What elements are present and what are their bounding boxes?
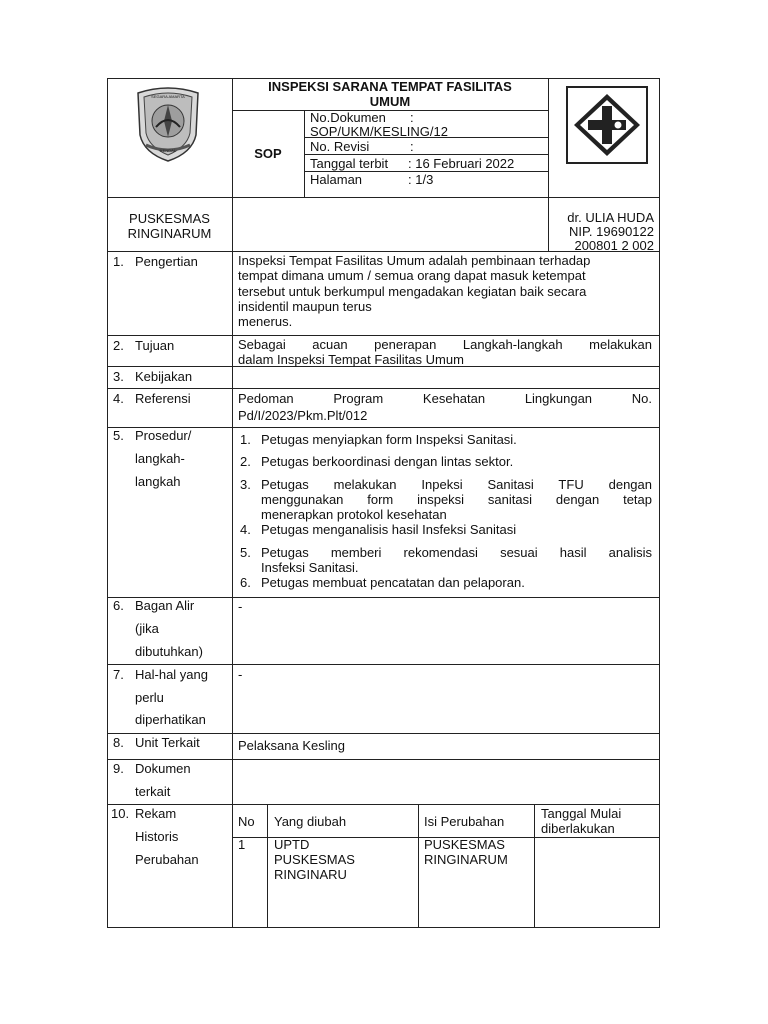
section-number: 3.	[113, 369, 124, 384]
section-label: Dokumen	[135, 761, 191, 776]
pengertian-text: Inspeksi Tempat Fasilitas Umum adalah pembinaan terhadap	[238, 253, 591, 268]
tujuan-text: Sebagai acuan penerapan Langkah-langkah melakukan	[238, 337, 652, 352]
section-number: 4.	[113, 391, 124, 406]
pengertian-text: menerus.	[238, 314, 293, 329]
section-label: Historis	[135, 829, 179, 844]
section-label: langkah	[135, 474, 181, 489]
puskesmas-name: PUSKESMAS	[129, 211, 210, 226]
divider	[107, 197, 660, 198]
section-label: Pengertian	[135, 254, 198, 269]
signatory-nip: 200801 2 002	[574, 238, 654, 253]
divider	[232, 110, 548, 111]
procedure-step: Petugas menganalisis hasil Insfeksi Sanitasi	[261, 522, 517, 537]
history-row-yang-diubah: RINGINARU	[274, 867, 347, 882]
no-dokumen-label: No.Dokumen	[310, 110, 386, 125]
procedure-step: Insfeksi Sanitasi.	[261, 560, 359, 575]
procedure-step: menggunakan form inspeksi sanitasi dengan tetap	[261, 492, 652, 507]
document-title: UMUM	[369, 94, 411, 109]
section-number: 2.	[113, 338, 124, 353]
section-label: dibutuhkan)	[135, 644, 203, 659]
section-number: 8.	[113, 735, 124, 750]
procedure-step: menerapkan protokol kesehatan	[261, 507, 447, 522]
pengertian-text: tempat dimana umum / semua orang dapat masuk ketempat	[238, 268, 586, 283]
section-label: Referensi	[135, 391, 191, 406]
history-row-yang-diubah: UPTD	[274, 837, 310, 852]
sop-label: SOP	[254, 146, 282, 161]
puskesmas-logo-icon	[566, 86, 648, 164]
tanggal-terbit-value: : 16 Februari 2022	[408, 156, 515, 171]
section-label: diperhatikan	[135, 712, 206, 727]
section-number: 1.	[113, 254, 124, 269]
history-row-isi: PUSKESMAS	[424, 837, 505, 852]
history-header-no: No	[238, 814, 255, 829]
history-header-isi-perubahan: Isi Perubahan	[424, 814, 505, 829]
no-revisi-label: No. Revisi	[310, 139, 370, 154]
section-number: 5.	[113, 428, 124, 443]
signatory-name: dr. ULIA HUDA	[567, 210, 654, 225]
section-label: Prosedur/	[135, 428, 192, 443]
no-revisi-colon: :	[410, 139, 414, 154]
procedure-step: Petugas berkoordinasi dengan lintas sektor.	[261, 454, 514, 469]
procedure-step-number: 1.	[240, 432, 251, 447]
svg-text:SEGARA AMARTA: SEGARA AMARTA	[151, 94, 185, 99]
divider	[107, 804, 660, 805]
pengertian-text: insidentil maupun terus	[238, 299, 372, 314]
section-label: Bagan Alir	[135, 598, 195, 613]
section-label: perlu	[135, 690, 164, 705]
referensi-text: Pd/I/2023/Pkm.Plt/012	[238, 408, 368, 423]
section-number: 10.	[111, 806, 130, 821]
svg-text:KENDAL: KENDAL	[159, 148, 177, 153]
section-number: 9.	[113, 761, 124, 776]
section-label: terkait	[135, 784, 171, 799]
section-number: 6.	[113, 598, 124, 613]
divider	[418, 804, 419, 928]
referensi-text: Pedoman Program Kesehatan Lingkungan No.	[238, 391, 652, 406]
procedure-step-number: 3.	[240, 477, 251, 492]
no-dokumen-value: SOP/UKM/KESLING/12	[310, 124, 448, 139]
section-label: (jika	[135, 621, 159, 636]
divider	[304, 154, 548, 155]
divider	[534, 804, 535, 928]
procedure-step-number: 4.	[240, 522, 251, 537]
unit-terkait-value: Pelaksana Kesling	[238, 738, 345, 753]
bagan-alir-value: -	[238, 599, 243, 614]
divider	[107, 335, 660, 336]
section-label: Hal-hal yang	[135, 667, 208, 682]
procedure-step-number: 5.	[240, 545, 251, 560]
section-label: Perubahan	[135, 852, 199, 867]
history-header-tanggal: diberlakukan	[541, 821, 615, 836]
section-label: Kebijakan	[135, 369, 193, 384]
tanggal-terbit-label: Tanggal terbit	[310, 156, 389, 171]
section-label: Unit Terkait	[135, 735, 200, 750]
halaman-label: Halaman	[310, 172, 363, 187]
history-header-yang-diubah: Yang diubah	[274, 814, 347, 829]
no-dokumen-colon: :	[410, 110, 414, 125]
history-header-tanggal: Tanggal Mulai	[541, 806, 622, 821]
hal-hal-value: -	[238, 667, 243, 682]
section-label: Tujuan	[135, 338, 175, 353]
procedure-step-number: 2.	[240, 454, 251, 469]
document-title: INSPEKSI SARANA TEMPAT FASILITAS	[268, 79, 512, 94]
divider	[232, 251, 233, 928]
procedure-step-number: 6.	[240, 575, 251, 590]
divider	[107, 733, 660, 734]
puskesmas-name: RINGINARUM	[127, 226, 212, 241]
procedure-step: Petugas melakukan Inpeksi Sanitasi TFU dengan	[261, 477, 652, 492]
divider	[107, 759, 660, 760]
pengertian-text: tersebut untuk berkumpul mengadakan kegiatan baik secara	[238, 284, 587, 299]
section-label: langkah-	[135, 451, 185, 466]
history-row-isi: RINGINARUM	[424, 852, 508, 867]
procedure-step: Petugas menyiapkan form Inspeksi Sanitasi.	[261, 432, 517, 447]
halaman-value: : 1/3	[408, 172, 434, 187]
procedure-step: Petugas memberi rekomendasi sesuai hasil analisis	[261, 545, 652, 560]
section-label: Rekam	[135, 806, 177, 821]
tujuan-text: dalam Inspeksi Tempat Fasilitas Umum	[238, 352, 464, 367]
divider	[107, 388, 660, 389]
procedure-step: Petugas membuat pencatatan dan pelaporan.	[261, 575, 525, 590]
history-row-no: 1	[238, 837, 246, 852]
divider	[267, 804, 268, 928]
section-number: 7.	[113, 667, 124, 682]
divider	[107, 664, 660, 665]
kendal-emblem-icon	[132, 83, 204, 163]
signatory-nip: NIP. 19690122	[568, 224, 654, 239]
history-row-yang-diubah: PUSKESMAS	[274, 852, 355, 867]
